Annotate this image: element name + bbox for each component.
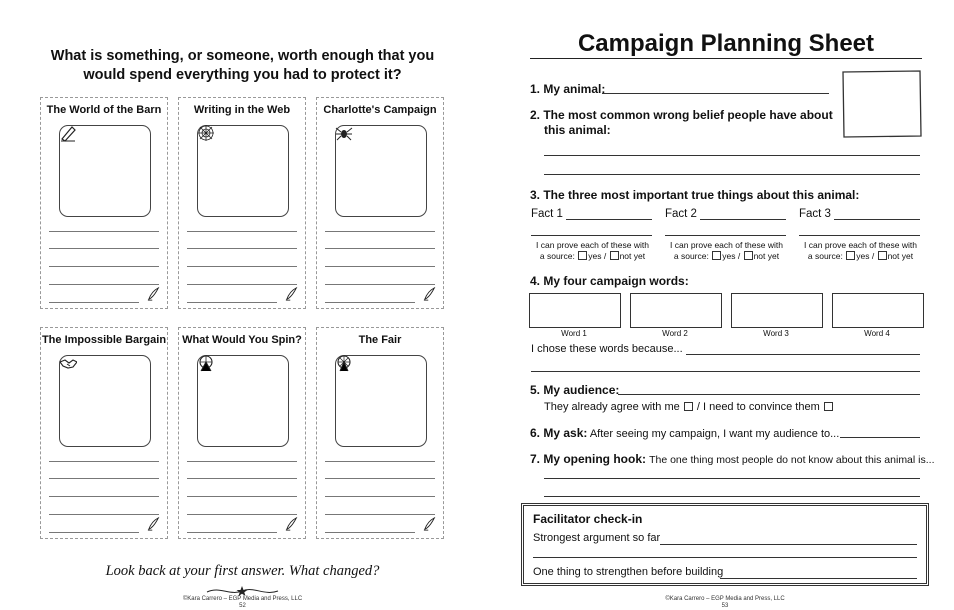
because-line-2[interactable] xyxy=(531,371,920,372)
card-writing-line[interactable] xyxy=(49,478,159,479)
reflection-prompt: What is something, or someone, worth enough that you would spend everything you had to protect it? xyxy=(50,48,435,83)
audience-line[interactable] xyxy=(618,394,920,395)
card-writing-line[interactable] xyxy=(49,284,159,285)
activity-card xyxy=(316,97,444,309)
pencil-icon xyxy=(59,124,77,142)
card-title: Writing in the Web xyxy=(193,104,291,116)
card-writing-line[interactable] xyxy=(187,266,297,267)
card-writing-line[interactable] xyxy=(187,478,297,479)
activity-card xyxy=(316,327,444,539)
yes-label: yes / xyxy=(722,251,741,261)
left-footer: ©Kara Carrero – EGP Media and Press, LLC xyxy=(182,596,303,602)
prove-text: I can prove each of these with xyxy=(536,240,649,250)
fact-answer-line-2[interactable] xyxy=(531,235,652,236)
not-yet-checkbox[interactable] xyxy=(878,251,887,260)
activity-card xyxy=(178,97,306,309)
fact-source-check xyxy=(665,240,788,262)
agree-checkbox[interactable] xyxy=(684,402,693,411)
fact-source-check xyxy=(799,240,922,262)
card-writing-line[interactable] xyxy=(49,461,159,462)
prove-text: I can prove each of these with xyxy=(670,240,783,250)
facilitator-heading: Facilitator check-in xyxy=(533,512,643,526)
card-writing-line[interactable] xyxy=(325,514,435,515)
not-yet-label: not yet xyxy=(753,251,780,261)
source-options xyxy=(799,251,922,262)
card-writing-line[interactable] xyxy=(187,302,277,303)
activity-card xyxy=(40,327,168,539)
quill-pen-icon xyxy=(423,286,437,302)
card-writing-line[interactable] xyxy=(49,231,159,232)
card-title: What Would You Spin? xyxy=(182,334,302,346)
right-footer: ©Kara Carrero – EGP Media and Press, LLC xyxy=(665,596,785,602)
card-writing-line[interactable] xyxy=(325,248,435,249)
card-writing-line[interactable] xyxy=(187,231,297,232)
card-writing-line[interactable] xyxy=(325,302,415,303)
source-label: a source: xyxy=(673,251,709,261)
right-page-number: 53 xyxy=(721,603,729,609)
fact-label: Fact 2 xyxy=(665,208,697,220)
fact-answer-line[interactable] xyxy=(700,219,786,220)
campaign-word-box[interactable] xyxy=(630,293,722,328)
closing-prompt: Look back at your first answer. What changed? xyxy=(105,563,380,579)
card-title: The Impossible Bargain xyxy=(41,334,167,346)
because-label: I chose these words because... xyxy=(531,343,683,355)
spiderweb-icon xyxy=(197,124,215,142)
q2-label: 2. The most common wrong belief people have about xyxy=(530,108,833,122)
because-line-1[interactable] xyxy=(686,354,920,355)
wrong-belief-line-1[interactable] xyxy=(544,155,920,156)
activity-card xyxy=(178,327,306,539)
card-title: The World of the Barn xyxy=(46,104,162,116)
quill-pen-icon xyxy=(147,286,161,302)
card-writing-line[interactable] xyxy=(187,284,297,285)
fact-answer-line-2[interactable] xyxy=(665,235,786,236)
campaign-word-label: Word 4 xyxy=(864,329,890,338)
hook-line-2[interactable] xyxy=(544,496,920,497)
q7-text: The one thing most people do not know about this animal is... xyxy=(649,454,935,466)
q3-label: 3. The three most important true things about this animal: xyxy=(530,188,860,202)
q7-row xyxy=(530,452,935,466)
card-writing-line[interactable] xyxy=(187,514,297,515)
yes-checkbox[interactable] xyxy=(846,251,855,260)
fact-source-check xyxy=(531,240,654,262)
q6-text: After seeing my campaign, I want my audience to... xyxy=(589,428,840,440)
q6-label: 6. My ask: xyxy=(530,426,588,440)
card-writing-line[interactable] xyxy=(49,514,159,515)
card-writing-line[interactable] xyxy=(325,266,435,267)
not-yet-label: not yet xyxy=(619,251,646,261)
strengthen-label: One thing to strengthen before building xyxy=(533,566,724,578)
not-yet-checkbox[interactable] xyxy=(744,251,753,260)
card-title: The Fair xyxy=(358,334,402,346)
q1-label: 1. My animal: xyxy=(530,82,606,96)
activity-card xyxy=(40,97,168,309)
convince-checkbox[interactable] xyxy=(824,402,833,411)
card-writing-line[interactable] xyxy=(325,461,435,462)
q7-label: 7. My opening hook: xyxy=(530,452,646,466)
q4-label: 4. My four campaign words: xyxy=(530,274,689,288)
yes-checkbox[interactable] xyxy=(578,251,587,260)
card-writing-line[interactable] xyxy=(49,248,159,249)
campaign-word-box[interactable] xyxy=(731,293,823,328)
card-writing-line[interactable] xyxy=(187,248,297,249)
q5-label: 5. My audience: xyxy=(530,383,620,397)
ferris-wheel-icon xyxy=(335,354,353,372)
not-yet-label: not yet xyxy=(887,251,914,261)
facilitator-box xyxy=(521,503,929,586)
fact-label: Fact 1 xyxy=(531,208,563,220)
yes-checkbox[interactable] xyxy=(712,251,721,260)
source-label: a source: xyxy=(539,251,575,261)
card-writing-line[interactable] xyxy=(49,302,139,303)
campaign-word-label: Word 1 xyxy=(561,329,587,338)
strongest-argument-label: Strongest argument so far xyxy=(533,532,661,544)
convince-option-label: / I need to convince them xyxy=(696,401,820,413)
quill-pen-icon xyxy=(147,516,161,532)
fact-answer-line[interactable] xyxy=(834,219,920,220)
quill-pen-icon xyxy=(423,516,437,532)
strongest-argument-line-2[interactable] xyxy=(533,557,917,558)
handshake-icon xyxy=(59,354,77,372)
card-writing-line[interactable] xyxy=(325,231,435,232)
fact-answer-line-2[interactable] xyxy=(799,235,920,236)
card-title: Charlotte's Campaign xyxy=(323,104,437,116)
spinning-wheel-icon xyxy=(197,354,215,372)
card-writing-line[interactable] xyxy=(325,496,435,497)
campaign-word-label: Word 2 xyxy=(662,329,688,338)
q2-label-cont: this animal: xyxy=(544,123,611,137)
card-writing-line[interactable] xyxy=(187,461,297,462)
card-writing-line[interactable] xyxy=(49,496,159,497)
title-rule xyxy=(530,58,922,59)
source-options xyxy=(531,251,654,262)
strengthen-line[interactable] xyxy=(720,578,917,579)
q6-row xyxy=(530,426,839,440)
campaign-word-box[interactable] xyxy=(529,293,621,328)
prove-text: I can prove each of these with xyxy=(804,240,917,250)
card-writing-line[interactable] xyxy=(187,496,297,497)
ask-line[interactable] xyxy=(840,437,920,438)
quill-pen-icon xyxy=(285,286,299,302)
spider-icon xyxy=(335,124,353,142)
strongest-argument-line[interactable] xyxy=(660,544,917,545)
animal-drawing-box[interactable] xyxy=(841,69,923,139)
page-title: Campaign Planning Sheet xyxy=(577,30,875,57)
left-page-number: 52 xyxy=(239,603,246,609)
card-writing-line[interactable] xyxy=(49,532,139,533)
hook-line-1[interactable] xyxy=(544,478,920,479)
wrong-belief-line-2[interactable] xyxy=(544,174,920,175)
card-writing-line[interactable] xyxy=(187,532,277,533)
campaign-word-label: Word 3 xyxy=(763,329,789,338)
animal-answer-line[interactable] xyxy=(602,93,829,94)
quill-pen-icon xyxy=(285,516,299,532)
not-yet-checkbox[interactable] xyxy=(610,251,619,260)
campaign-word-box[interactable] xyxy=(832,293,924,328)
source-label: a source: xyxy=(807,251,843,261)
fact-answer-line[interactable] xyxy=(566,219,652,220)
audience-options xyxy=(544,401,834,413)
card-writing-line[interactable] xyxy=(325,478,435,479)
source-options xyxy=(665,251,788,262)
yes-label: yes / xyxy=(856,251,875,261)
card-writing-line[interactable] xyxy=(325,532,415,533)
fact-label: Fact 3 xyxy=(799,208,831,220)
agree-option-label: They already agree with me xyxy=(544,401,680,413)
card-writing-line[interactable] xyxy=(325,284,435,285)
card-writing-line[interactable] xyxy=(49,266,159,267)
yes-label: yes / xyxy=(588,251,607,261)
